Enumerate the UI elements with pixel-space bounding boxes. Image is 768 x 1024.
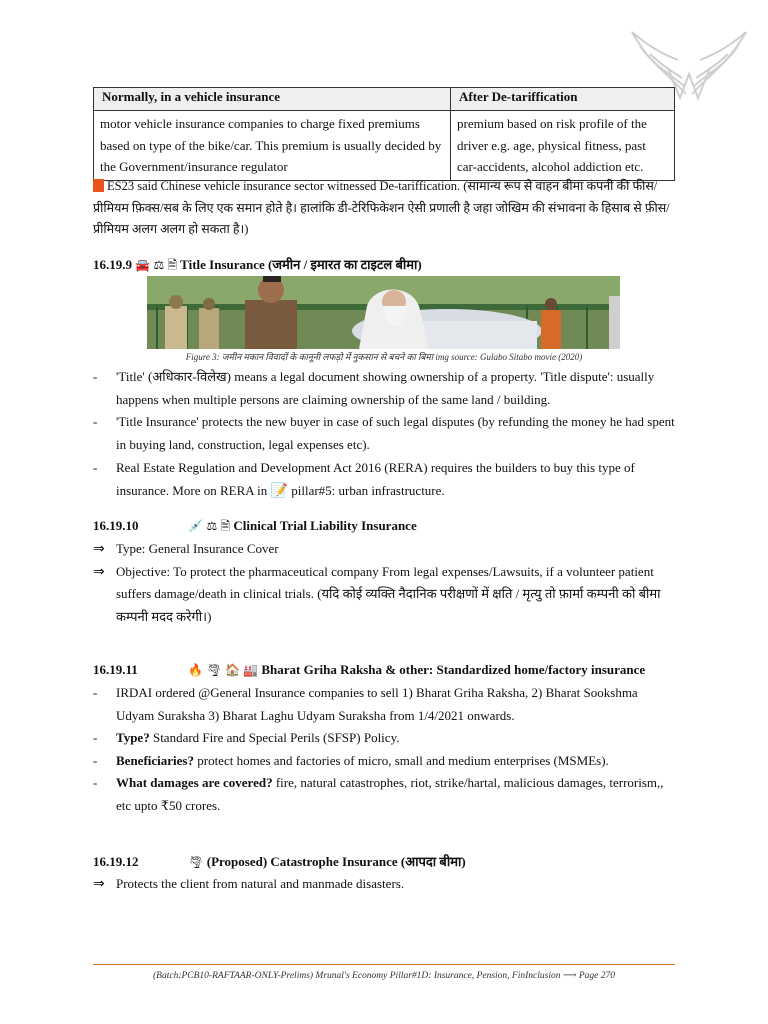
list-item: - IRDAI ordered @General Insurance companies to sell 1) Bharat Griha Raksha, 2) Bharat Sookshma Udyam Suraksha 3) Bharat Laghu Udyam Suraksha from 1/4/2021 onwards. [93,685,638,723]
clinical-trial-items [93,538,678,628]
judge-scales-icon: ⚖ [206,519,218,533]
fire-icon: 🔥 [188,663,204,677]
document-icon: 🗎 [220,519,231,533]
list-item: - Beneficiaries? protect homes and factories of micro, small and medium enterprises (MSMEs). [93,752,609,768]
table-row [94,111,675,181]
implies-arrow-icon: ⇒ [93,541,105,557]
table-header-row [94,88,675,111]
title-insurance-bullets [93,366,678,502]
footer-rule [93,964,675,965]
section-number: 16.19.10 [93,518,139,533]
judge-scales-icon: ⚖ [153,258,165,272]
list-item: - Real Estate Regulation and Development Act 2016 (RERA) requires the builders to buy this type of insurance. More on RERA in 📝 pillar#5: urban infrastructure. [93,457,678,502]
comparison-table [93,87,675,181]
section-title: Bharat Griha Raksha & other: Standardized home/factory insurance [261,662,646,677]
list-item: - What damages are covered? fire, natural catastrophes, riot, strike/hartal, malicious damages, terrorism,, etc upto ₹50 crores. [93,775,664,813]
section-heading-title-insurance [93,255,422,277]
section-title: (Proposed) Catastrophe Insurance (आपदा बीमा) [206,854,466,869]
movie-still-image [147,276,620,349]
table-header-detariff: After De-tariffication [451,88,675,111]
griha-raksha-items [93,682,678,817]
es23-note-text: ES23 said Chinese vehicle insurance sector witnessed De-tariffication. (सामान्य रूप से वाहन बीमा कंपनी की फीस/प्रीमियम फ़िक्स/सब के लिए एक समान होते है। हालांकि डी-टेरिफिकेशन ऐसी प्रणाली है जहा जोखिम की संभावना के हिसाब से फ़ीस/प्रीमियम अलग अलग हो सकता है।) [93,179,670,236]
table-header-normal: Normally, in a vehicle insurance [94,88,451,111]
list-item: - Type? Standard Fire and Special Perils (SFSP) Policy. [93,730,400,745]
list-item: ⇒ Protects the client from natural and manmade disasters. [93,873,678,896]
house-icon: 🏠 [224,663,240,677]
list-item: ⇒ Objective: To protect the pharmaceutical company From legal expenses/Lawsuits, if a volunteer patient suffers damage/death in clinical trials. (यदि कोई व्यक्ति नैदानिक परीक्षणों में क्षति / मृत्यु तो फ़ार्मा कम्पनी को बीमा कम्पनी मदद करेगी।) [93,561,678,629]
section-heading-catastrophe [93,852,466,870]
tornado-icon: 🌪 [206,663,222,677]
section-heading-griha-raksha [93,662,645,678]
notes-icon: 📝 [270,482,288,499]
syringe-icon: 💉 [188,519,204,533]
section-number: 16.19.12 [93,854,139,869]
flag-icon [93,179,104,192]
table-cell-detariff: premium based on risk profile of the driver e.g. age, physical fitness, past car-accidents, alcohol addiction etc. [451,111,675,181]
list-item: ⇒ Type: General Insurance Cover [93,538,678,561]
section-number: 16.19.9 [93,257,132,272]
section-title: Clinical Trial Liability Insurance [233,518,417,533]
list-item: - 'Title Insurance' protects the new buyer in case of such legal disputes (by refunding the money he had spent in buying land, construction, legal expenses etc). [93,414,675,452]
factory-icon: 🏭 [243,663,259,677]
section-title: Title Insurance (जमीन / इमारत का टाइटल बीमा) [180,257,422,272]
list-item: - 'Title' (अधिकार-विलेख) means a legal document showing ownership of a property. 'Title dispute': usually happens when multiple persons are claiming ownership of the same land / building. [93,369,655,407]
document-icon: 🗎 [167,258,178,272]
storm-icon: 🌪 [188,855,204,869]
implies-arrow-icon: ⇒ [93,876,105,892]
section-heading-clinical-trial [93,517,417,538]
section-number: 16.19.11 [93,662,138,677]
car-crash-icon: 🚘 [135,258,151,272]
es23-note [93,176,678,241]
catastrophe-items [93,873,678,896]
page-footer: (Batch:PCB10-RAFTAAR-ONLY-Prelims) Mrunal's Economy Pillar#1D: Insurance, Pension, FinInclusion ⟶ Page 270 [153,971,615,981]
implies-arrow-icon: ⇒ [93,563,105,580]
figure-caption: Figure 3: जमीन मकान विवादों के कानूनी लफड़ो में नुकसान से बचने का बिमा img source: Gulabo Sitabo movie (2020) [185,352,583,362]
table-cell-normal: motor vehicle insurance companies to charge fixed premiums based on type of the bike/car. This premium is usually decided by the Government/insurance regulator [94,111,451,181]
